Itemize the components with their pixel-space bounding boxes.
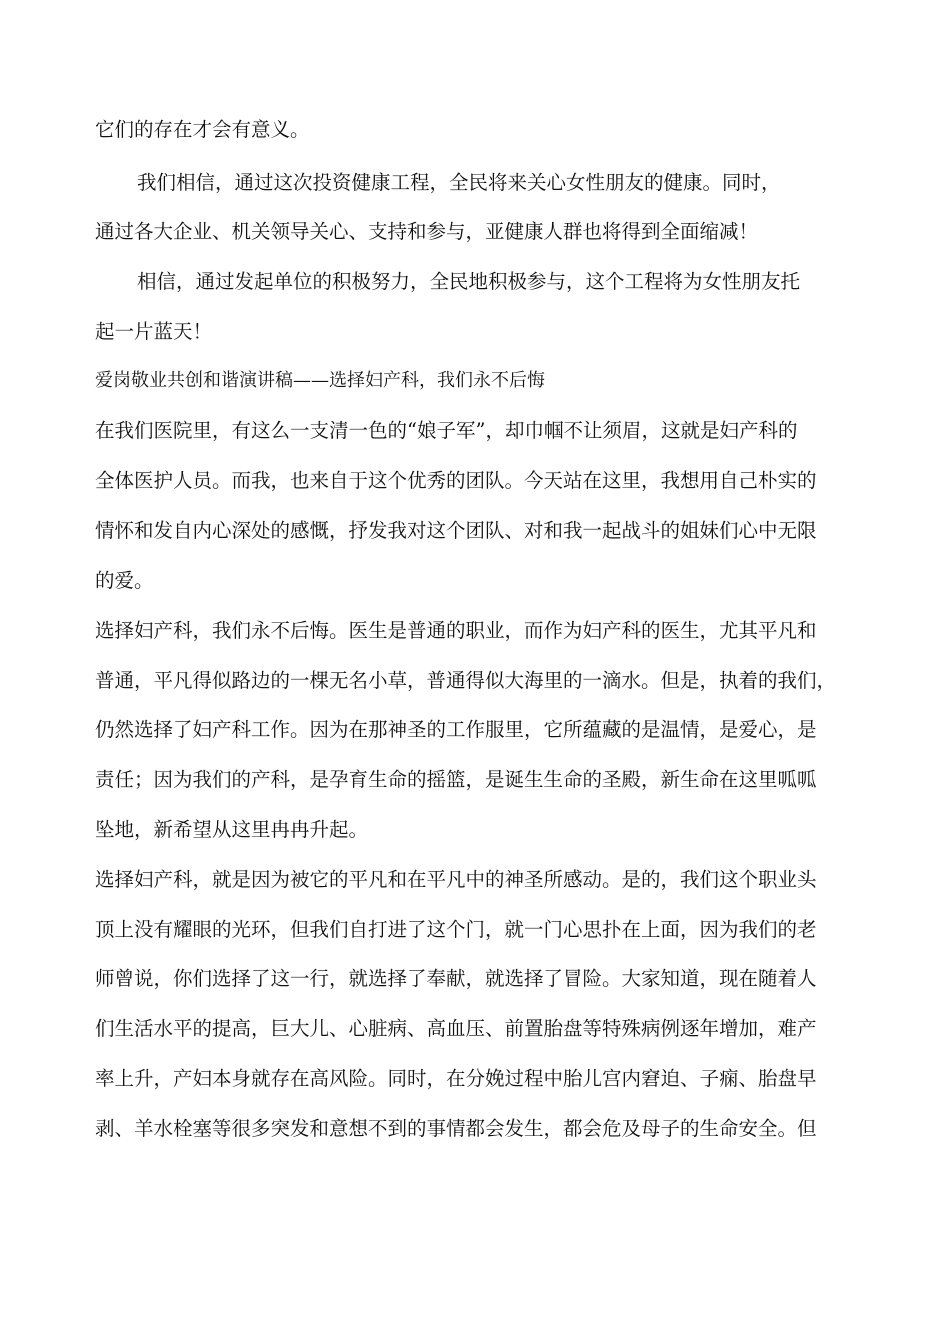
text-line: 普通，平凡得似路边的一棵无名小草，普通得似大海里的一滴水。但是，执着的我们， [95,669,837,692]
text-line: 顶上没有耀眼的光环，但我们自打进了这个门，就一门心思扑在上面，因为我们的老 [95,918,817,941]
paragraph-line: 相信，通过发起单位的积极努力，全民地积极参与，这个工程将为女性朋友托 [137,270,801,293]
text-line: 仍然选择了妇产科工作。因为在那神圣的工作服里，它所蕴藏的是温情，是爱心，是 [95,718,817,741]
text-line: 全体医护人员。而我，也来自于这个优秀的团队。今天站在这里，我想用自己朴实的 [95,469,817,492]
text-line: 情怀和发自内心深处的感慨，抒发我对这个团队、对和我一起战斗的姐妹们心中无限 [95,519,817,542]
speech-title: 爱岗敬业共创和谐演讲稿——选择妇产科，我们永不后悔 [95,370,545,391]
text-line: 的爱。 [95,569,154,592]
text-line: 起一片蓝天！ [95,320,213,343]
text-line: 师曾说，你们选择了这一行，就选择了奉献，就选择了冒险。大家知道，现在随着人 [95,967,817,990]
text-line: 剥、羊水栓塞等很多突发和意想不到的事情都会发生，都会危及母子的生命安全。但 [95,1117,817,1140]
text-line: 选择妇产科，我们永不后悔。医生是普通的职业，而作为妇产科的医生，尤其平凡和 [95,619,817,642]
text-line: 通过各大企业、机关领导关心、支持和参与，亚健康人群也将得到全面缩减！ [95,220,759,243]
text-line: 责任；因为我们的产科，是孕育生命的摇篮，是诞生生命的圣殿，新生命在这里呱呱 [95,768,817,791]
text-line: 选择妇产科，就是因为被它的平凡和在平凡中的神圣所感动。是的，我们这个职业头 [95,868,817,891]
text-line: 坠地，新希望从这里冉冉升起。 [95,818,369,841]
paragraph-line: 我们相信，通过这次投资健康工程，全民将来关心女性朋友的健康。同时， [137,171,781,194]
text-line: 们生活水平的提高，巨大儿、心脏病、高血压、前置胎盘等特殊病例逐年增加，难产 [95,1017,817,1040]
text-line: 率上升，产妇本身就存在高风险。同时，在分娩过程中胎儿宫内窘迫、子痫、胎盘早 [95,1067,817,1090]
text-line: 在我们医院里，有这么一支清一色的“娘子军”，却巾帼不让须眉，这就是妇产科的 [95,419,798,442]
text-line: 它们的存在才会有意义。 [95,118,310,141]
